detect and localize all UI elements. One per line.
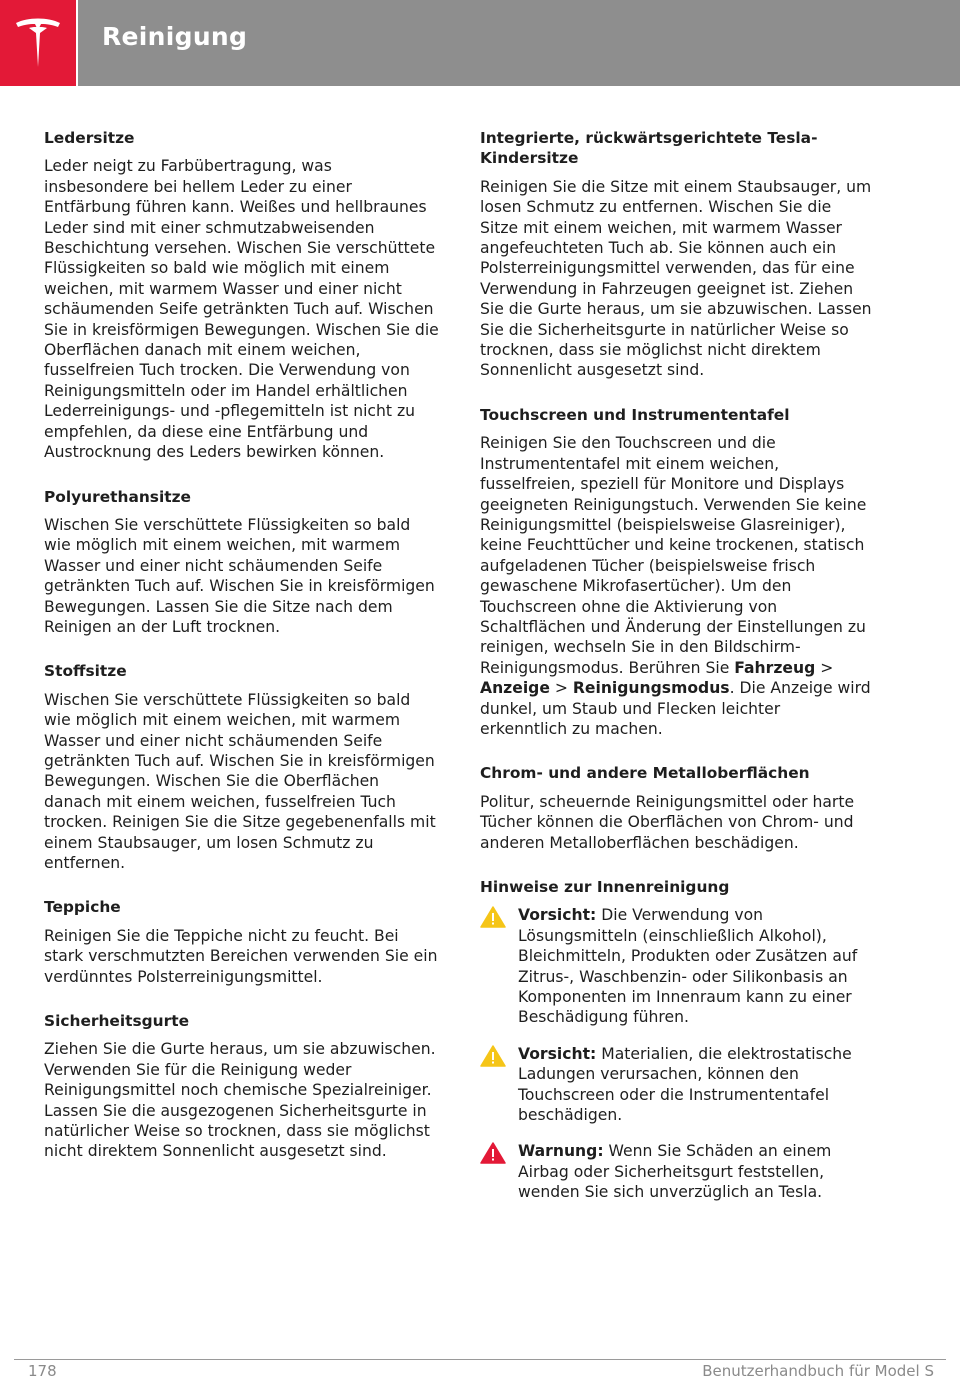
- caution-note: [480, 905, 872, 1027]
- menu-path-reinigungsmodus: Reinigungsmodus: [572, 679, 730, 698]
- section-text-chrom: Politur, scheuernde Reinigungsmittel oder harte Tücher können die Oberflächen von Chrom- und anderen Metalloberflächen beschädigen.: [480, 792, 855, 852]
- touchscreen-text-part-1: Reinigen Sie den Touchscreen und die Instrumententafel mit einem weichen, fusselfreien, speziell für Monitore und Displays geeigneten Reinigungstuch. Verwenden Sie keine Reinigungsmittel (beispielsweise Glasreiniger), keine Feuchttücher und keine trockenen, statisch aufgeladenen Tücher (beispielsweise frisch gewaschene Mikrofasertücher). Um den Touchscreen ohne die Aktivierung von Schaltflächen und Änderung der Einstellungen zu reinigen, wechseln Sie in den Bildschirm-Reinigungsmodus. Berühren Sie: [480, 434, 867, 677]
- caution-note: [480, 1044, 872, 1126]
- note-label: Vorsicht:: [518, 906, 597, 925]
- section-text-teppiche: Reinigen Sie die Teppiche nicht zu feucht. Bei stark verschmutzten Bereichen verwenden Sie ein verdünntes Polsterreinigungsmittel.: [44, 926, 438, 986]
- page-header: [0, 0, 960, 86]
- logo-box: [0, 0, 76, 86]
- caution-icon: [480, 1045, 506, 1067]
- page-title: Reinigung: [102, 22, 248, 51]
- page-number: 178: [28, 1362, 57, 1380]
- section-text-ledersitze: Leder neigt zu Farbübertragung, was insbesondere bei hellem Leder zu einer Entfärbung führen kann. Weißes und hellbraunes Leder sind mit einer schmutzabweisenden Beschichtung versehen. Wischen Sie verschüttete Flüssigkeiten so bald wie möglich mit einem weichen, mit warmem Wasser und einer nicht schäumenden Seife getränkten Tuch auf. Wischen Sie in kreisförmigen Bewegungen. Wischen Sie die Oberflächen danach mit einem weichen, fusselfreien Tuch trocken. Die Verwendung von Reinigungsmitteln oder im Handel erhältlichen Lederreinigungs- und -pflegemitteln ist nicht zu empfehlen, da diese eine Entfärbung und Austrocknung des Leders bewirken können.: [44, 157, 439, 462]
- menu-path-fahrzeug: Fahrzeug: [734, 658, 816, 677]
- section-heading-chrom: Chrom- und andere Metalloberflächen: [480, 764, 810, 783]
- note-text: Wenn Sie Schäden an einem Airbag oder Sicherheitsgurt feststellen, wenden Sie sich unverzüglich an Tesla.: [518, 1142, 832, 1202]
- manual-name: Benutzerhandbuch für Model S: [702, 1362, 934, 1380]
- warning-note: [480, 1141, 872, 1202]
- warning-icon: [480, 1142, 506, 1164]
- section-heading-ledersitze: Ledersitze: [44, 129, 135, 147]
- left-column: [44, 128, 440, 1186]
- section-heading-polyurethansitze: Polyurethansitze: [44, 487, 191, 506]
- note-label: Warnung:: [518, 1142, 604, 1161]
- section-heading-stoffsitze: Stoffsitze: [44, 662, 127, 681]
- note-label: Vorsicht:: [518, 1044, 597, 1063]
- note-text: Materialien, die elektrostatische Ladungen verursachen, können den Touchscreen oder die Instrumententafel beschädigen.: [518, 1044, 852, 1125]
- menu-path-anzeige: Anzeige: [480, 679, 550, 698]
- section-text-kindersitze: Reinigen Sie die Sitze mit einem Staubsauger, um losen Schmutz zu entfernen. Wischen Sie die Sitze mit einem weichen, mit warmem Wasser angefeuchteten Tuch ab. Sie können auch ein Polsterreinigungsmittel verwenden, das für eine Verwendung in Fahrzeugen geeignet ist. Ziehen Sie die Gurte heraus, um sie abzuwischen. Lassen Sie die Sicherheitsgurte in natürlicher Weise so trocknen, dass sie möglichst nicht direktem Sonnenlicht ausgesetzt sind.: [480, 177, 872, 380]
- section-text-polyurethansitze: Wischen Sie verschüttete Flüssigkeiten so bald wie möglich mit einem weichen, mit warmem Wasser und einer nicht schäumenden Seife getränkten Tuch auf. Wischen Sie in kreisförmigen Bewegungen. Lassen Sie die Sitze nach dem Reinigen an der Luft trocknen.: [44, 515, 435, 636]
- caution-icon: [480, 906, 506, 928]
- section-heading-kindersitze: Integrierte, rückwärtsgerichtete Tesla-Kindersitze: [480, 129, 818, 168]
- menu-separator: >: [815, 658, 834, 677]
- section-text-stoffsitze: Wischen Sie verschüttete Flüssigkeiten so bald wie möglich mit einem weichen, mit warmem Wasser und einer nicht schäumenden Seife getränkten Tuch auf. Wischen Sie in kreisförmigen Bewegungen. Wischen Sie die Oberflächen danach mit einem weichen, fusselfreien Tuch trocken. Reinigen Sie die Sitze gegebenenfalls mit einem Staubsauger, um losen Schmutz zu entfernen.: [44, 690, 436, 872]
- section-text-touchscreen: [480, 433, 872, 739]
- section-heading-teppiche: Teppiche: [44, 898, 121, 917]
- section-text-sicherheitsgurte: Ziehen Sie die Gurte heraus, um sie abzuwischen. Verwenden Sie für die Reinigung weder Reinigungsmittel noch chemische Spezialreiniger. Lassen Sie die ausgezogenen Sicherheitsgurte in natürlicher Weise so trocknen, dass sie möglichst nicht direktem Sonnenlicht ausgesetzt sind.: [44, 1040, 436, 1161]
- footer-divider: [14, 1359, 946, 1360]
- tesla-logo-icon: [14, 17, 62, 69]
- right-column: [480, 128, 872, 1219]
- touchscreen-text-part-2: . Die Anzeige wird dunkel, um Staub und Flecken leichter erkenntlich zu machen.: [480, 679, 871, 738]
- section-heading-touchscreen: Touchscreen und Instrumententafel: [480, 405, 790, 424]
- section-heading-sicherheitsgurte: Sicherheitsgurte: [44, 1012, 190, 1031]
- note-text: Die Verwendung von Lösungsmitteln (einschließlich Alkohol), Bleichmitteln, Produkten oder Zusätzen auf Zitrus-, Waschbenzin- oder Silikonbasis an Komponenten im Innenraum kann zu einer Beschädigung führen.: [518, 906, 858, 1027]
- menu-separator: >: [549, 679, 573, 698]
- section-heading-hinweise: Hinweise zur Innenreinigung: [480, 878, 730, 896]
- title-bar: [78, 0, 960, 86]
